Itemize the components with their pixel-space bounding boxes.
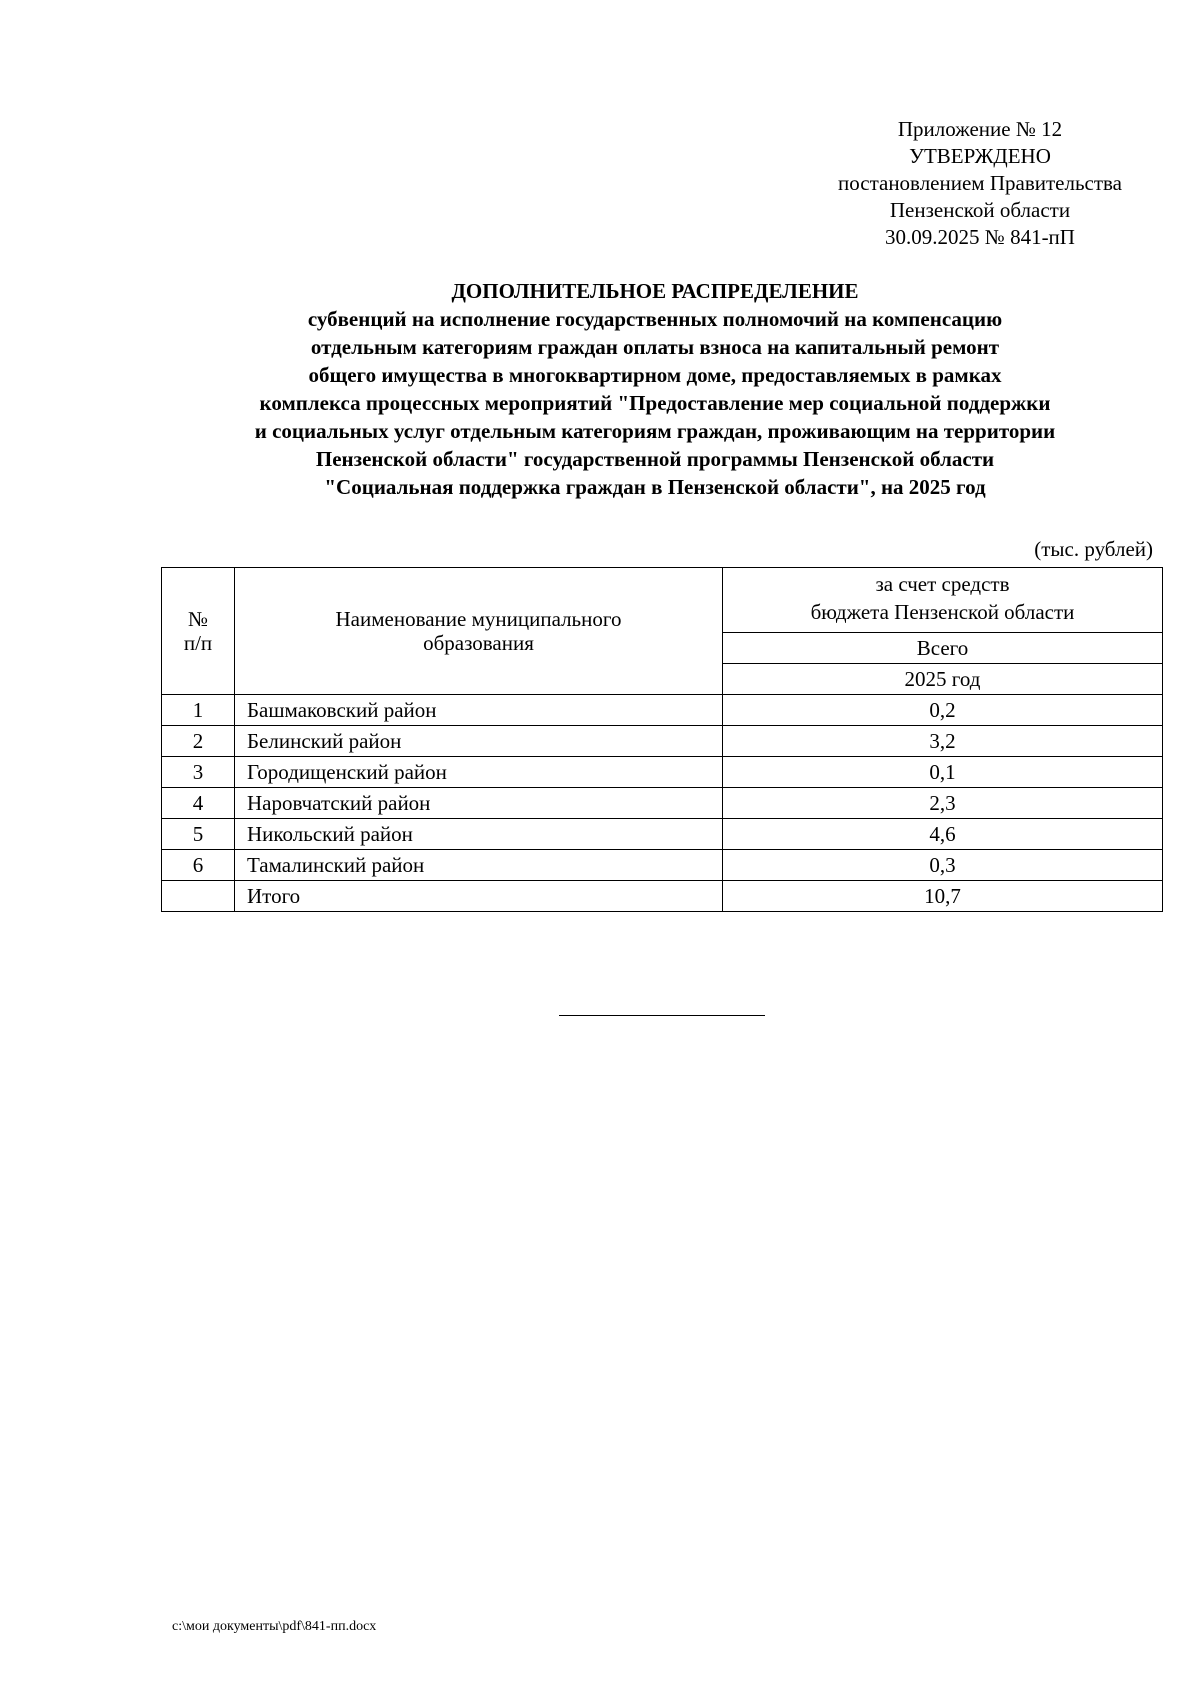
row-num: 6 (162, 850, 235, 881)
row-value: 3,2 (723, 726, 1163, 757)
header-budget-line1: за счет средств (875, 572, 1010, 596)
row-num: 2 (162, 726, 235, 757)
row-num: 4 (162, 788, 235, 819)
header-name-line2: образования (423, 631, 534, 655)
header-num-line2: п/п (183, 631, 213, 655)
total-num (162, 881, 235, 912)
header-year: 2025 год (723, 664, 1163, 695)
row-value: 4,6 (723, 819, 1163, 850)
header-budget (723, 568, 1163, 633)
header-budget-line2: бюджета Пензенской области (810, 600, 1075, 624)
row-value: 0,2 (723, 695, 1163, 726)
row-num: 5 (162, 819, 235, 850)
units-label: (тыс. рублей) (1034, 537, 1153, 561)
header-num-line1: № (187, 607, 209, 631)
document-title (150, 277, 1160, 501)
row-name: Городищенский район (235, 757, 723, 788)
table-row (162, 850, 1163, 881)
approval-region: Пензенской области (889, 198, 1071, 222)
footer-file-path: c:\мои документы\pdf\841-пп.docx (172, 1619, 377, 1634)
total-name: Итого (235, 881, 723, 912)
approved-label: УТВЕРЖДЕНО (909, 144, 1051, 168)
appendix-number: Приложение № 12 (897, 117, 1063, 141)
title-line: Пензенской области" государственной программы Пензенской области (315, 447, 995, 471)
table-row (162, 726, 1163, 757)
title-main: ДОПОЛНИТЕЛЬНОЕ РАСПРЕДЕЛЕНИЕ (451, 279, 859, 303)
row-name: Башмаковский район (235, 695, 723, 726)
row-value: 0,1 (723, 757, 1163, 788)
total-value: 10,7 (723, 881, 1163, 912)
row-value: 2,3 (723, 788, 1163, 819)
row-name: Тамалинский район (235, 850, 723, 881)
table-row (162, 788, 1163, 819)
header-name-line1: Наименование муниципального (335, 607, 622, 631)
title-line: отдельным категориям граждан оплаты взноса на капитальный ремонт (310, 335, 1000, 359)
approval-stamp (800, 116, 1160, 251)
row-num: 3 (162, 757, 235, 788)
approval-authority: постановлением Правительства (837, 171, 1122, 195)
distribution-table (161, 567, 1163, 912)
end-divider (559, 1015, 765, 1016)
row-name: Белинский район (235, 726, 723, 757)
title-line: комплекса процессных мероприятий "Предоставление мер социальной поддержки (259, 391, 1051, 415)
table-header-row (162, 568, 1163, 633)
row-name: Наровчатский район (235, 788, 723, 819)
table-row (162, 819, 1163, 850)
table-row (162, 695, 1163, 726)
row-name: Никольский район (235, 819, 723, 850)
title-line: субвенций на исполнение государственных полномочий на компенсацию (307, 307, 1003, 331)
approval-date-number: 30.09.2025 № 841-пП (885, 225, 1075, 249)
total-row (162, 881, 1163, 912)
title-line: и социальных услуг отдельным категориям граждан, проживающим на территории (254, 419, 1056, 443)
row-num: 1 (162, 695, 235, 726)
header-name (235, 568, 723, 695)
header-num (162, 568, 235, 695)
title-line: "Социальная поддержка граждан в Пензенской области", на 2025 год (324, 475, 986, 499)
header-total: Всего (723, 633, 1163, 664)
row-value: 0,3 (723, 850, 1163, 881)
table-row (162, 757, 1163, 788)
title-line: общего имущества в многоквартирном доме, предоставляемых в рамках (308, 363, 1002, 387)
